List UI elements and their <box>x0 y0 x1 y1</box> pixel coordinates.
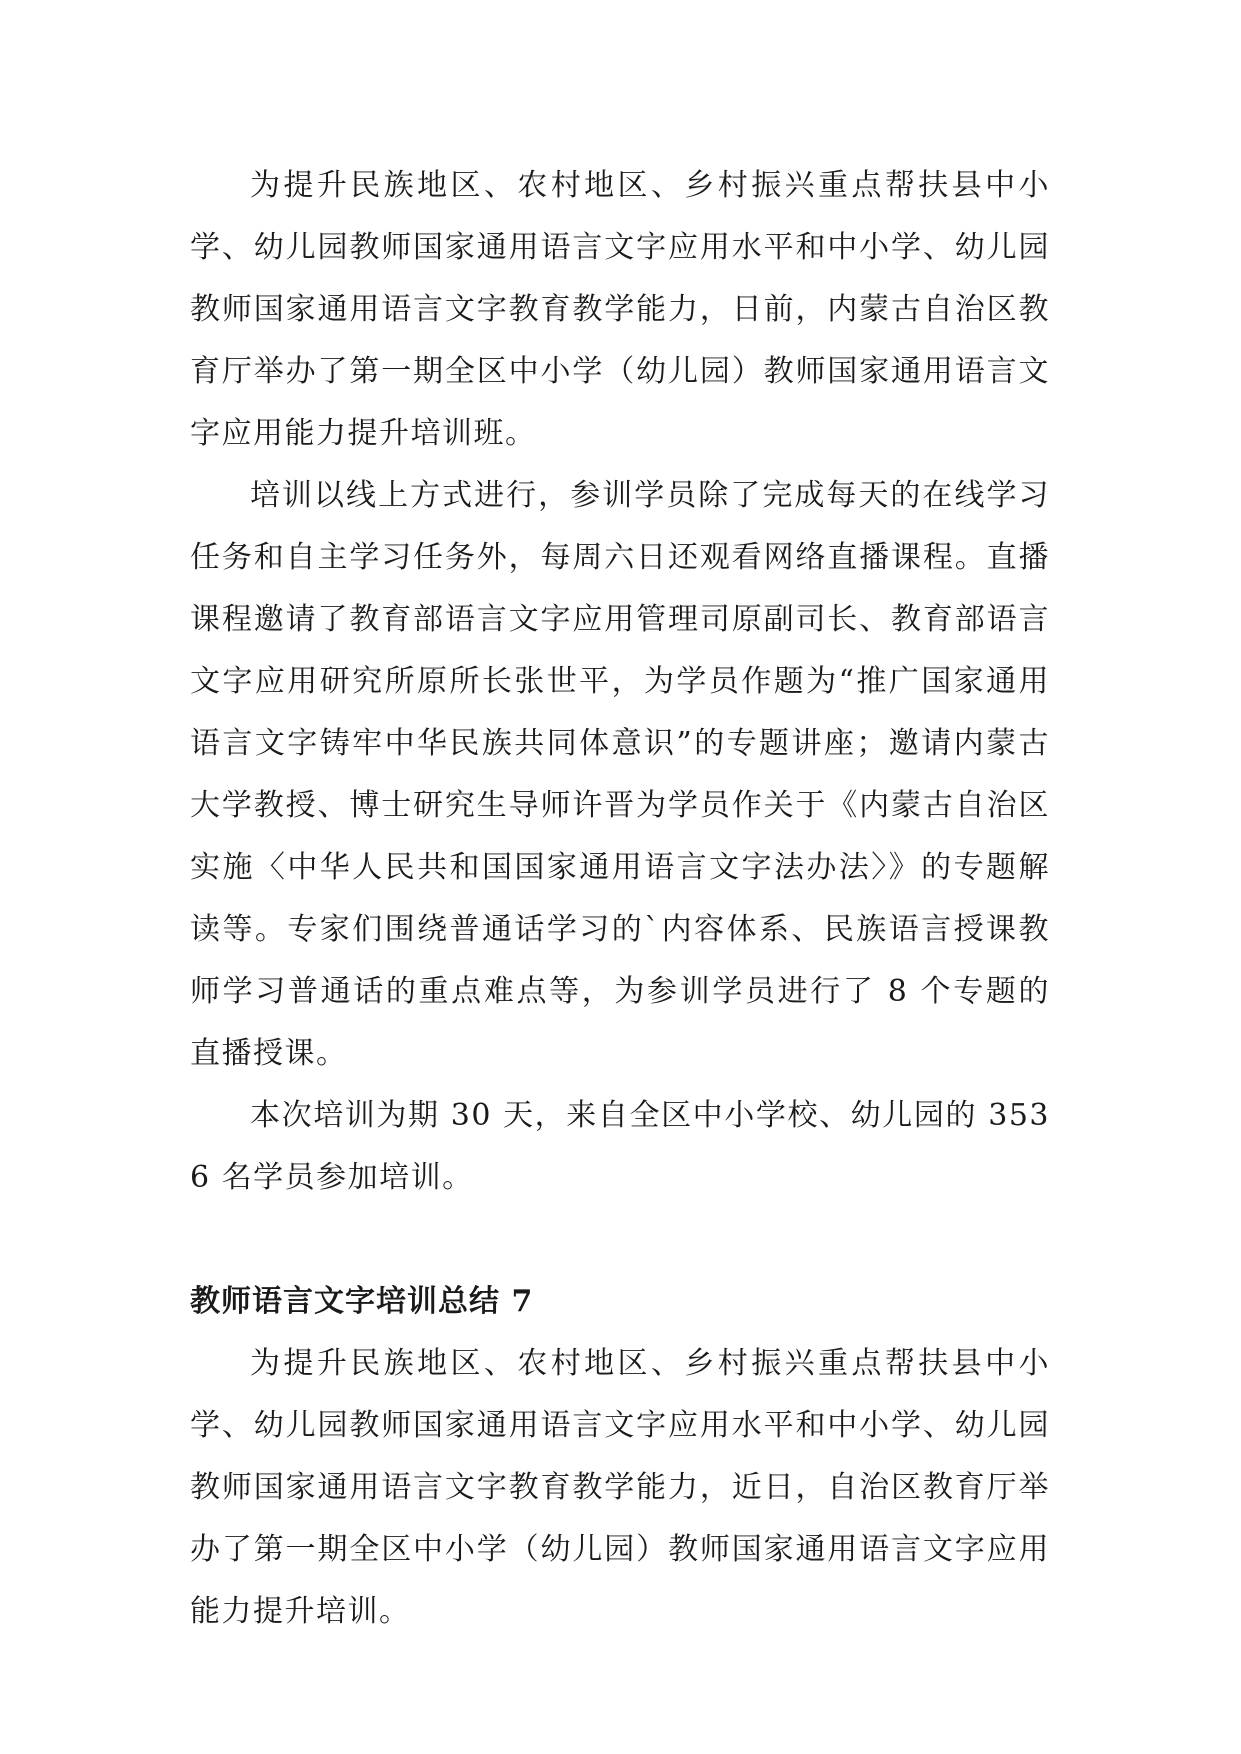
paragraph-training-summary: 本次培训为期 30 天，来自全区中小学校、幼儿园的 3536 名学员参加培训。 <box>190 1098 1050 1195</box>
paragraph-section-intro: 为提升民族地区、农村地区、乡村振兴重点帮扶县中小学、幼儿园教师国家通用语言文字应用水平和中小学、幼儿园教师国家通用语言文字教育教学能力，近日，自治区教育厅举办了第一期全区中小学（幼儿园）教师国家通用语言文字应用能力提升培训。 <box>190 1346 1050 1629</box>
section-title: 教师语言文字培训总结 7 <box>190 1284 534 1319</box>
document-body <box>190 155 1050 1643</box>
paragraph-training-details: 培训以线上方式进行，参训学员除了完成每天的在线学习任务和自主学习任务外，每周六日还观看网络直播课程。直播课程邀请了教育部语言文字应用管理司原副司长、教育部语言文字应用研究所原所长张世平，为学员作题为“推广国家通用语言文字铸牢中华民族共同体意识”的专题讲座；邀请内蒙古大学教授、博士研究生导师许晋为学员作关于《内蒙古自治区实施〈中华人民共和国国家通用语言文字法办法〉》的专题解读等。专家们围绕普通话学习的`内容体系、民族语言授课教师学习普通话的重点难点等，为参训学员进行了 8 个专题的直播授课。 <box>190 478 1050 1071</box>
paragraph-intro: 为提升民族地区、农村地区、乡村振兴重点帮扶县中小学、幼儿园教师国家通用语言文字应用水平和中小学、幼儿园教师国家通用语言文字教育教学能力，日前，内蒙古自治区教育厅举办了第一期全区中小学（幼儿园）教师国家通用语言文字应用能力提升培训班。 <box>190 168 1050 451</box>
